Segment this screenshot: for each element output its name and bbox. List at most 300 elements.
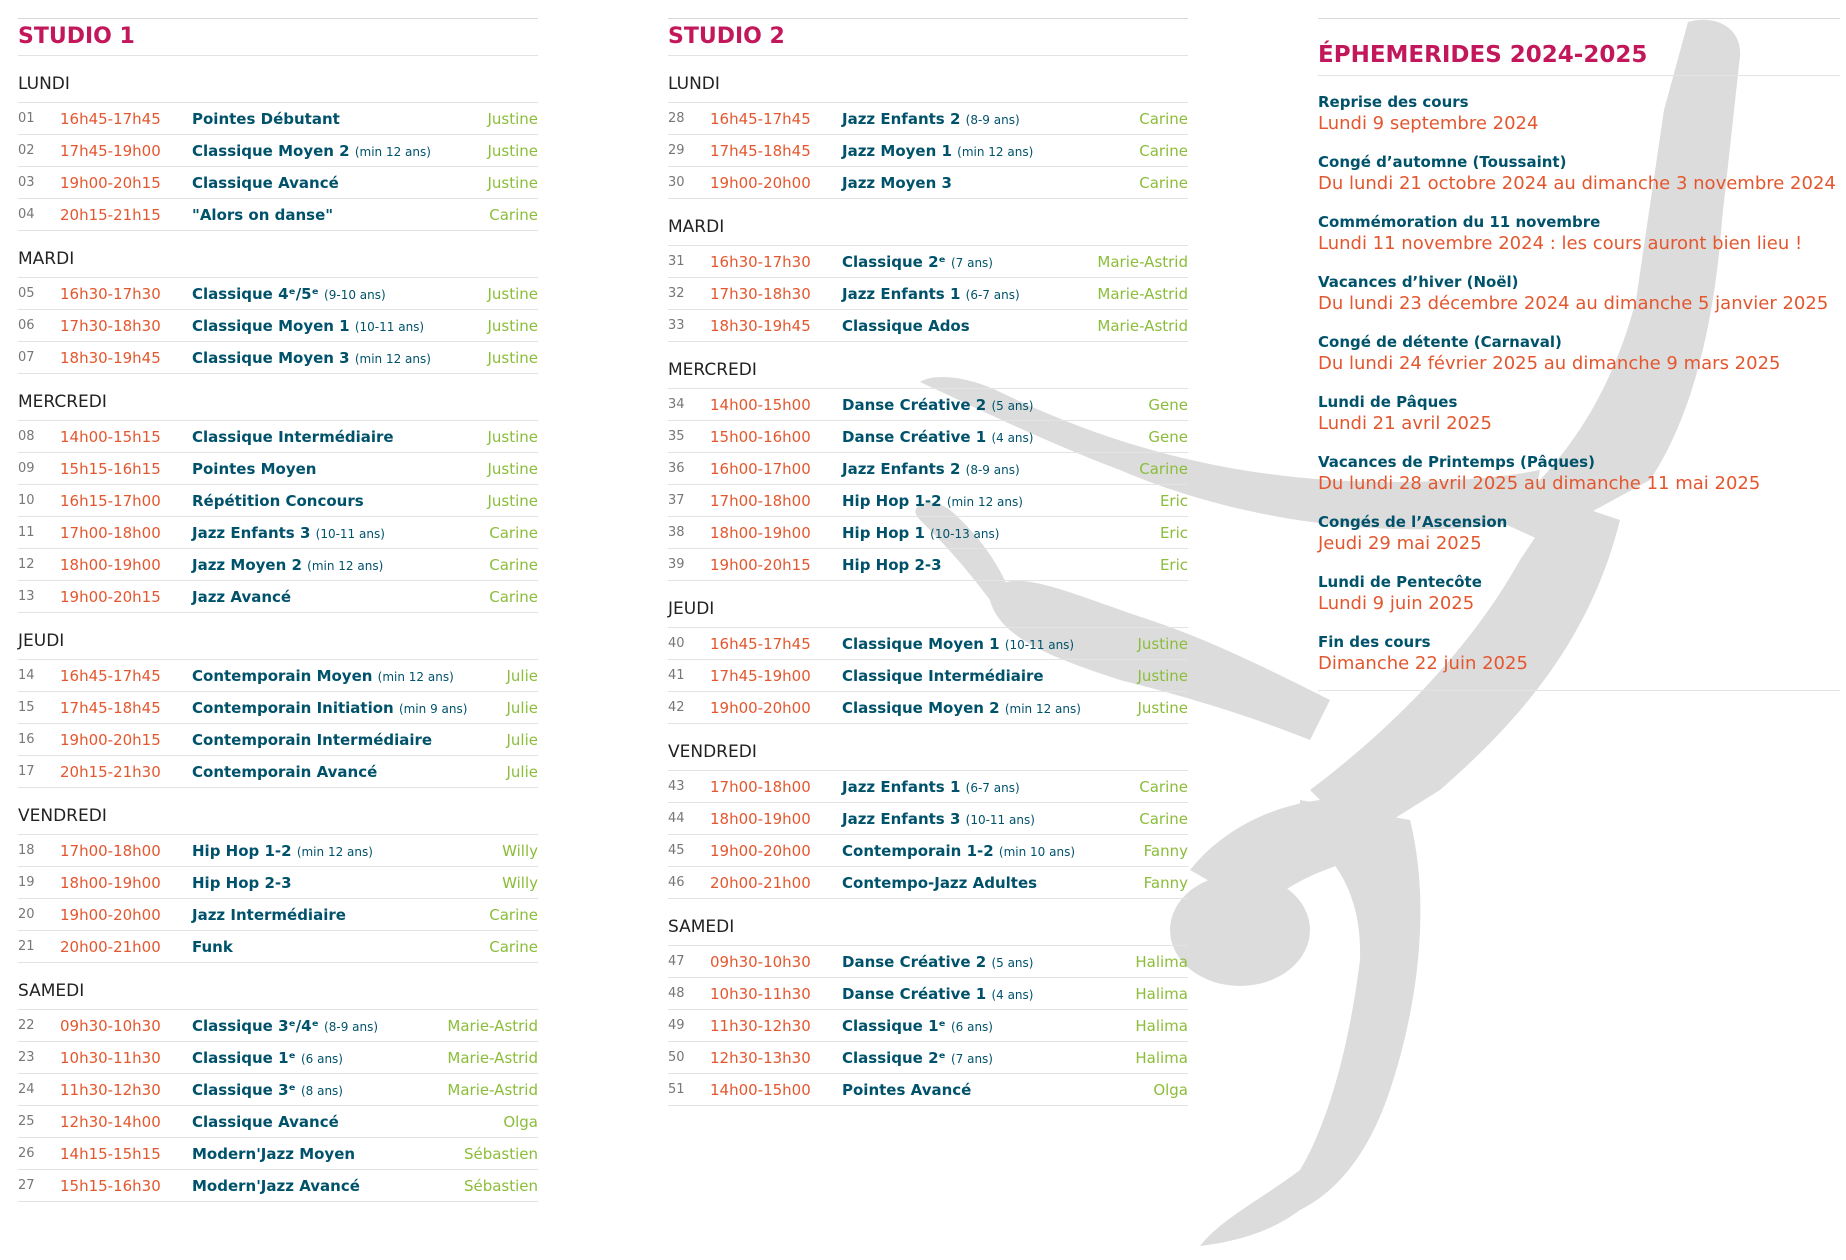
course-name: Jazz Enfants 2 (842, 109, 961, 128)
ephemeride-date: Jeudi 29 mai 2025 (1318, 533, 1482, 554)
course-name: Danse Créative 1 (842, 984, 987, 1003)
course-age: (min 12 ans) (1004, 701, 1081, 716)
class-teacher: Olga (1153, 1080, 1188, 1099)
class-row (18, 549, 538, 581)
course-name: Classique 2ᵉ (842, 252, 946, 271)
class-teacher: Justine (1137, 698, 1188, 717)
class-number: 37 (668, 493, 685, 508)
ephemerides-bottom-rule (1318, 690, 1840, 691)
course-age: (8-9 ans) (324, 1019, 379, 1034)
ephemeride-date: Du lundi 28 avril 2025 au dimanche 11 mai 2025 (1318, 473, 1761, 494)
ephemeride-item (1318, 572, 1840, 616)
class-number: 04 (18, 207, 35, 222)
ephemeride-label: Congés de l’Ascension (1318, 513, 1508, 531)
course-age: (10-11 ans) (1004, 637, 1075, 652)
class-time: 17h00-18h00 (710, 491, 811, 510)
course-name: Contemporain Initiation (192, 698, 394, 717)
class-teacher: Halima (1135, 1048, 1188, 1067)
ephemeride-label: Congé d’automne (Toussaint) (1318, 153, 1567, 171)
course-age: (4 ans) (991, 430, 1034, 445)
course-age: (5 ans) (991, 955, 1034, 970)
class-row (668, 835, 1188, 867)
class-teacher: Carine (489, 523, 538, 542)
class-row (668, 1010, 1188, 1042)
class-course (842, 667, 1137, 685)
class-number: 27 (18, 1178, 35, 1193)
class-course (192, 317, 487, 335)
class-number: 28 (668, 111, 685, 126)
class-course (842, 1081, 1153, 1099)
day-heading: MERCREDI (18, 374, 538, 421)
class-time: 16h45-17h45 (710, 109, 811, 128)
course-age: (min 12 ans) (957, 144, 1034, 159)
class-course (192, 1145, 464, 1163)
class-time: 18h30-19h45 (60, 348, 161, 367)
class-number: 20 (18, 907, 35, 922)
class-time: 14h00-15h00 (710, 395, 811, 414)
ephemeride-item (1318, 512, 1840, 556)
class-row (18, 135, 538, 167)
course-name: Danse Créative 1 (842, 427, 987, 446)
course-name: Classique Moyen 3 (192, 348, 350, 367)
class-teacher: Willy (502, 841, 538, 860)
day-heading: SAMEDI (668, 899, 1188, 946)
class-row (18, 1170, 538, 1202)
course-name: Contemporain Intermédiaire (192, 730, 433, 749)
course-age: (6-7 ans) (965, 287, 1020, 302)
class-row (668, 978, 1188, 1010)
day-heading: MARDI (668, 199, 1188, 246)
studio-1-schedule (18, 18, 538, 1202)
class-course (192, 1081, 447, 1099)
class-row (18, 931, 538, 963)
studio-title: STUDIO 2 (668, 19, 1188, 56)
class-time: 20h00-21h00 (60, 937, 161, 956)
class-time: 16h15-17h00 (60, 491, 161, 510)
day-heading: LUNDI (668, 56, 1188, 103)
class-course (842, 110, 1139, 128)
class-time: 19h00-20h15 (60, 587, 161, 606)
class-course (842, 1049, 1135, 1067)
class-time: 16h00-17h00 (710, 459, 811, 478)
class-row (18, 453, 538, 485)
class-number: 51 (668, 1082, 685, 1097)
course-age: (10-13 ans) (930, 526, 1000, 541)
class-row (668, 1042, 1188, 1074)
class-teacher: Justine (1137, 634, 1188, 653)
class-row (668, 421, 1188, 453)
class-course (192, 1113, 503, 1131)
class-time: 20h00-21h00 (710, 873, 811, 892)
course-name: Contemporain 1-2 (842, 841, 994, 860)
course-name: Hip Hop 2-3 (192, 873, 292, 892)
ephemeride-item (1318, 632, 1840, 676)
class-number: 14 (18, 668, 35, 683)
class-row (668, 103, 1188, 135)
class-number: 16 (18, 732, 35, 747)
course-name: Répétition Concours (192, 491, 364, 510)
class-time: 19h00-20h15 (60, 730, 161, 749)
class-teacher: Eric (1159, 491, 1188, 510)
class-row (668, 803, 1188, 835)
class-row (18, 199, 538, 231)
ephemeride-item (1318, 272, 1840, 316)
course-name: Classique Moyen 1 (192, 316, 350, 335)
class-course (842, 635, 1137, 653)
class-time: 09h30-10h30 (710, 952, 811, 971)
class-number: 36 (668, 461, 685, 476)
class-teacher: Justine (487, 316, 538, 335)
course-age: (min 12 ans) (946, 494, 1023, 509)
class-course (842, 1017, 1135, 1035)
ephemerides-panel (1318, 18, 1840, 691)
class-teacher: Justine (487, 491, 538, 510)
course-name: Pointes Moyen (192, 459, 317, 478)
class-teacher: Gene (1148, 395, 1188, 414)
class-row (668, 771, 1188, 803)
class-row (668, 485, 1188, 517)
class-row (668, 135, 1188, 167)
course-age: (min 12 ans) (377, 669, 454, 684)
class-number: 46 (668, 875, 685, 890)
class-teacher: Fanny (1143, 841, 1188, 860)
class-course (192, 556, 489, 574)
class-course (192, 763, 507, 781)
class-time: 17h45-19h00 (60, 141, 161, 160)
class-row (668, 310, 1188, 342)
class-number: 42 (668, 700, 685, 715)
class-teacher: Marie-Astrid (447, 1080, 538, 1099)
course-name: Jazz Enfants 2 (842, 459, 961, 478)
course-name: Pointes Débutant (192, 109, 340, 128)
class-number: 01 (18, 111, 35, 126)
class-time: 19h00-20h15 (710, 555, 811, 574)
course-name: Modern'Jazz Moyen (192, 1144, 356, 1163)
course-name: Jazz Intermédiaire (192, 905, 346, 924)
course-name: Contemporain Moyen (192, 666, 373, 685)
class-row (18, 1042, 538, 1074)
class-course (192, 1049, 447, 1067)
class-row (18, 899, 538, 931)
class-course (192, 731, 507, 749)
course-age: (5 ans) (991, 398, 1034, 413)
class-row (18, 724, 538, 756)
course-age: (6 ans) (300, 1051, 343, 1066)
class-teacher: Carine (489, 587, 538, 606)
class-course (842, 842, 1144, 860)
course-age: (8-9 ans) (965, 462, 1020, 477)
ephemeride-item (1318, 92, 1840, 136)
class-time: 17h45-18h45 (60, 698, 161, 717)
class-time: 17h30-18h30 (710, 284, 811, 303)
class-number: 18 (18, 843, 35, 858)
ephemeride-item (1318, 452, 1840, 496)
ephemeride-item (1318, 392, 1840, 436)
class-teacher: Sébastien (463, 1144, 538, 1163)
class-number: 17 (18, 764, 35, 779)
class-number: 47 (668, 954, 685, 969)
class-teacher: Olga (503, 1112, 538, 1131)
course-name: Hip Hop 1-2 (192, 841, 292, 860)
class-time: 11h30-12h30 (710, 1016, 811, 1035)
day-heading: VENDREDI (668, 724, 1188, 771)
class-row (18, 342, 538, 374)
class-teacher: Justine (487, 173, 538, 192)
class-course (192, 842, 502, 860)
class-number: 26 (18, 1146, 35, 1161)
class-teacher: Sébastien (463, 1176, 538, 1195)
day-heading: SAMEDI (18, 963, 538, 1010)
class-course (192, 460, 487, 478)
class-row (18, 660, 538, 692)
class-time: 16h45-17h45 (60, 666, 161, 685)
class-number: 50 (668, 1050, 685, 1065)
class-row (668, 867, 1188, 899)
ephemeride-date: Lundi 21 avril 2025 (1318, 413, 1492, 434)
course-age: (min 12 ans) (296, 844, 373, 859)
class-number: 29 (668, 143, 685, 158)
class-number: 21 (18, 939, 35, 954)
class-row (668, 628, 1188, 660)
studio-title: STUDIO 1 (18, 19, 538, 56)
class-time: 16h30-17h30 (60, 284, 161, 303)
ephemeride-item (1318, 332, 1840, 376)
class-number: 38 (668, 525, 685, 540)
class-teacher: Marie-Astrid (1097, 252, 1188, 271)
class-time: 20h15-21h30 (60, 762, 161, 781)
class-time: 17h30-18h30 (60, 316, 161, 335)
class-time: 16h45-17h45 (60, 109, 161, 128)
course-name: Funk (192, 937, 233, 956)
class-course (842, 556, 1160, 574)
class-teacher: Carine (489, 937, 538, 956)
class-number: 22 (18, 1018, 35, 1033)
class-time: 19h00-20h00 (710, 173, 811, 192)
class-number: 34 (668, 397, 685, 412)
class-time: 15h15-16h30 (60, 1176, 161, 1195)
day-heading: JEUDI (668, 581, 1188, 628)
day-heading: LUNDI (18, 56, 538, 103)
ephemeride-label: Commémoration du 11 novembre (1318, 213, 1601, 231)
class-time: 12h30-14h00 (60, 1112, 161, 1131)
class-teacher: Willy (502, 873, 538, 892)
ephemeride-item (1318, 212, 1840, 256)
class-course (192, 874, 502, 892)
class-number: 13 (18, 589, 35, 604)
class-teacher: Eric (1159, 523, 1188, 542)
course-age: (8-9 ans) (965, 112, 1020, 127)
class-teacher: Carine (1139, 459, 1188, 478)
class-row (18, 1106, 538, 1138)
class-row (668, 692, 1188, 724)
class-number: 09 (18, 461, 35, 476)
class-teacher: Carine (1139, 173, 1188, 192)
class-row (18, 835, 538, 867)
class-number: 03 (18, 175, 35, 190)
course-name: Classique 1ᵉ (192, 1048, 296, 1067)
class-teacher: Carine (1139, 109, 1188, 128)
ephemeride-date: Du lundi 24 février 2025 au dimanche 9 mars 2025 (1318, 353, 1781, 374)
course-age: (7 ans) (950, 255, 993, 270)
course-age: (9-10 ans) (324, 287, 386, 302)
course-age: (min 10 ans) (998, 844, 1076, 859)
course-name: Jazz Moyen 2 (192, 555, 302, 574)
course-name: Classique Moyen 2 (842, 698, 1000, 717)
class-time: 09h30-10h30 (60, 1016, 161, 1035)
day-heading: VENDREDI (18, 788, 538, 835)
class-number: 33 (668, 318, 685, 333)
class-teacher: Marie-Astrid (447, 1048, 538, 1067)
class-time: 18h00-19h00 (60, 555, 161, 574)
ephemeride-label: Lundi de Pâques (1318, 393, 1458, 411)
class-time: 17h00-18h00 (60, 523, 161, 542)
class-number: 11 (18, 525, 35, 540)
class-course (842, 317, 1097, 335)
course-name: Classique 4ᵉ/5ᵉ (192, 284, 319, 303)
ephemeride-date: Du lundi 21 octobre 2024 au dimanche 3 novembre 2024 (1318, 173, 1836, 194)
class-number: 49 (668, 1018, 685, 1033)
course-age: (6 ans) (950, 1019, 993, 1034)
class-row (668, 660, 1188, 692)
class-number: 25 (18, 1114, 35, 1129)
class-course (192, 492, 487, 510)
class-number: 05 (18, 286, 35, 301)
ephemeride-date: Lundi 9 septembre 2024 (1318, 113, 1539, 134)
class-number: 39 (668, 557, 685, 572)
class-number: 08 (18, 429, 35, 444)
course-age: (4 ans) (991, 987, 1034, 1002)
course-name: Modern'Jazz Avancé (192, 1176, 360, 1195)
course-name: Classique Moyen 2 (192, 141, 350, 160)
course-name: Contemporain Avancé (192, 762, 378, 781)
ephemeride-label: Reprise des cours (1318, 93, 1469, 111)
class-course (842, 953, 1135, 971)
class-teacher: Justine (1137, 666, 1188, 685)
course-name: Jazz Enfants 1 (842, 777, 961, 796)
class-time: 12h30-13h30 (710, 1048, 811, 1067)
course-name: Hip Hop 1 (842, 523, 925, 542)
class-row (18, 756, 538, 788)
class-number: 30 (668, 175, 685, 190)
class-teacher: Fanny (1143, 873, 1188, 892)
course-name: Contempo-Jazz Adultes (842, 873, 1038, 892)
class-teacher: Justine (487, 427, 538, 446)
course-age: (10-11 ans) (315, 526, 385, 541)
class-number: 10 (18, 493, 35, 508)
class-course (842, 810, 1139, 828)
class-course (192, 1017, 447, 1035)
class-number: 02 (18, 143, 35, 158)
class-time: 17h45-19h00 (710, 666, 811, 685)
course-name: Jazz Enfants 3 (192, 523, 311, 542)
class-course (842, 396, 1148, 414)
class-course (192, 428, 487, 446)
class-time: 18h00-19h00 (710, 523, 811, 542)
class-time: 11h30-12h30 (60, 1080, 161, 1099)
class-teacher: Marie-Astrid (1097, 316, 1188, 335)
ephemeride-date: Dimanche 22 juin 2025 (1318, 653, 1528, 674)
course-name: Classique Intermédiaire (842, 666, 1044, 685)
class-time: 15h15-16h15 (60, 459, 161, 478)
class-teacher: Marie-Astrid (447, 1016, 538, 1035)
day-heading: MARDI (18, 231, 538, 278)
class-time: 10h30-11h30 (710, 984, 811, 1003)
class-course (192, 174, 487, 192)
ephemeride-date: Lundi 9 juin 2025 (1318, 593, 1475, 614)
class-row (18, 1010, 538, 1042)
class-time: 19h00-20h00 (710, 698, 811, 717)
course-name: Classique Avancé (192, 173, 339, 192)
ephemeride-date: Du lundi 23 décembre 2024 au dimanche 5 janvier 2025 (1318, 293, 1829, 314)
class-row (18, 581, 538, 613)
course-name: Jazz Enfants 1 (842, 284, 961, 303)
class-number: 41 (668, 668, 685, 683)
class-time: 14h15-15h15 (60, 1144, 161, 1163)
class-row (18, 692, 538, 724)
class-row (18, 1138, 538, 1170)
class-row (668, 1074, 1188, 1106)
class-row (668, 549, 1188, 581)
class-course (192, 349, 487, 367)
class-row (18, 167, 538, 199)
class-course (842, 699, 1137, 717)
course-name: Classique 3ᵉ/4ᵉ (192, 1016, 319, 1035)
class-teacher: Julie (506, 762, 538, 781)
class-course (842, 778, 1139, 796)
class-row (668, 517, 1188, 549)
ephemeride-label: Vacances d’hiver (Noël) (1318, 273, 1519, 291)
class-number: 15 (18, 700, 35, 715)
course-name: Classique Intermédiaire (192, 427, 394, 446)
class-row (18, 103, 538, 135)
class-teacher: Justine (487, 109, 538, 128)
class-number: 45 (668, 843, 685, 858)
class-teacher: Gene (1148, 427, 1188, 446)
class-number: 12 (18, 557, 35, 572)
course-name: Jazz Enfants 3 (842, 809, 961, 828)
class-number: 35 (668, 429, 685, 444)
course-name: Classique 1ᵉ (842, 1016, 946, 1035)
class-course (192, 142, 487, 160)
ephemerides-list (1318, 92, 1840, 676)
ephemerides-title: ÉPHEMERIDES 2024-2025 (1318, 19, 1840, 76)
ephemeride-item (1318, 152, 1840, 196)
class-row (668, 389, 1188, 421)
class-number: 43 (668, 779, 685, 794)
class-time: 16h45-17h45 (710, 634, 811, 653)
course-age: (7 ans) (950, 1051, 993, 1066)
class-teacher: Justine (487, 141, 538, 160)
class-course (192, 524, 489, 542)
class-teacher: Justine (487, 348, 538, 367)
class-course (842, 524, 1160, 542)
class-course (842, 460, 1139, 478)
class-course (192, 699, 507, 717)
class-time: 14h00-15h15 (60, 427, 161, 446)
ephemeride-label: Vacances de Printemps (Pâques) (1318, 453, 1595, 471)
course-name: Pointes Avancé (842, 1080, 972, 1099)
course-age: (min 9 ans) (398, 701, 468, 716)
course-age: (10-11 ans) (354, 319, 425, 334)
course-name: Jazz Moyen 3 (842, 173, 952, 192)
course-age: (min 12 ans) (354, 351, 431, 366)
class-teacher: Carine (489, 555, 538, 574)
course-name: Hip Hop 2-3 (842, 555, 942, 574)
course-name: Hip Hop 1-2 (842, 491, 942, 510)
class-teacher: Julie (506, 666, 538, 685)
class-teacher: Julie (506, 730, 538, 749)
course-name: "Alors on danse" (192, 205, 334, 224)
